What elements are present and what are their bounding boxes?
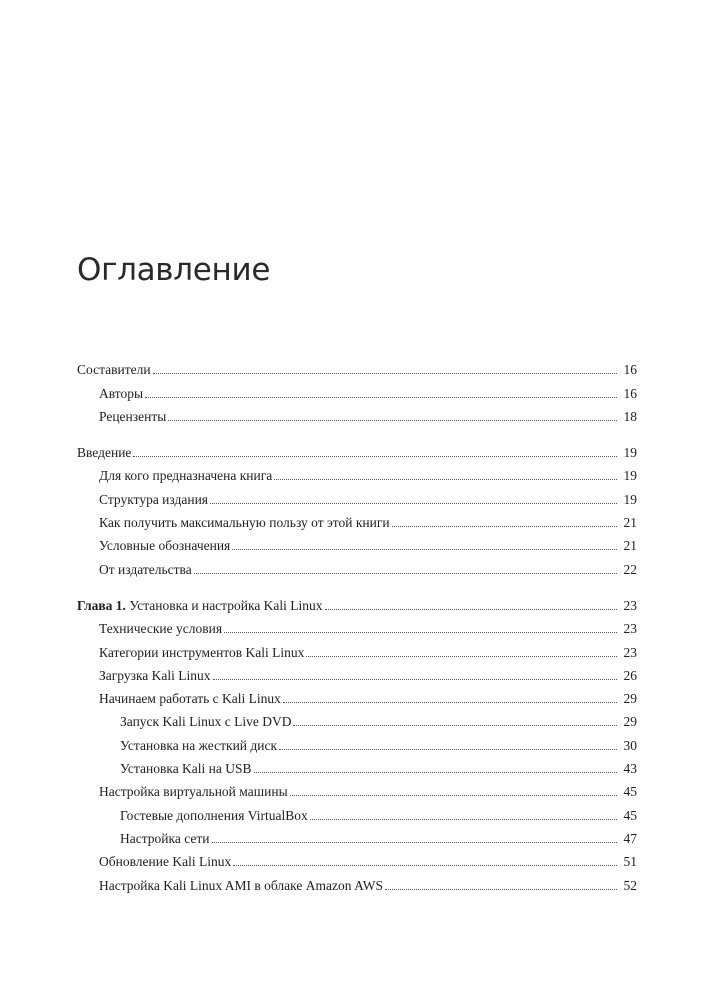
toc-entry-label	[77, 445, 131, 461]
dot-leader	[224, 632, 617, 633]
dot-leader	[283, 702, 617, 703]
dot-leader	[279, 749, 617, 750]
dot-leader	[306, 656, 617, 657]
toc-page-number: 29	[623, 691, 637, 707]
dot-leader	[133, 456, 617, 457]
toc-page-number: 26	[623, 667, 637, 683]
toc-entry-title: Как получить максимальную пользу от этой книги	[99, 515, 390, 531]
toc-page-number: 21	[623, 538, 637, 554]
dot-leader	[233, 865, 617, 866]
toc-page-number: 19	[623, 468, 637, 484]
toc-entry-title: Категории инструментов Kali Linux	[99, 644, 305, 660]
toc-page-number: 18	[623, 408, 637, 424]
toc-entry[interactable]	[77, 847, 637, 870]
toc-entry-title: Начинаем работать с Kali Linux	[99, 691, 281, 707]
dot-leader	[153, 373, 617, 374]
toc-entry[interactable]	[77, 531, 637, 554]
toc-entry-label	[99, 562, 192, 578]
toc-entry-title: Рецензенты	[99, 408, 167, 424]
dot-leader	[212, 842, 617, 843]
toc-page-number: 19	[623, 491, 637, 507]
toc-entry-title: Запуск Kali Linux с Live DVD	[120, 714, 292, 730]
toc-page-number: 30	[623, 737, 637, 753]
toc-entry[interactable]	[77, 800, 637, 823]
toc-entry-title: От издательства	[99, 561, 192, 577]
page-title: Оглавление	[77, 252, 271, 288]
toc-entry-label	[99, 691, 281, 707]
toc-page-number: 22	[623, 561, 637, 577]
toc-entry-label	[120, 808, 308, 824]
toc-entry-title: Обновление Kali Linux	[99, 854, 232, 870]
toc-entry-label	[99, 492, 208, 508]
dot-leader	[290, 795, 617, 796]
dot-leader	[310, 819, 617, 820]
toc-entry-label	[99, 854, 231, 870]
toc-entry[interactable]	[77, 378, 637, 401]
dot-leader	[210, 503, 617, 504]
dot-leader	[145, 397, 617, 398]
toc-entry-label	[99, 621, 222, 637]
toc-page-number: 23	[623, 621, 637, 637]
toc-page-number: 45	[623, 784, 637, 800]
toc-entry-title: Для кого предназначена книга	[99, 468, 273, 484]
toc-entry-label	[99, 538, 230, 554]
toc-entry[interactable]	[77, 614, 637, 637]
toc-entry-title: Авторы	[99, 385, 144, 401]
toc-section	[77, 591, 637, 894]
toc-entry[interactable]	[77, 754, 637, 777]
dot-leader	[168, 420, 617, 421]
toc-entry-label	[77, 598, 323, 614]
toc-entry-title: Составители	[77, 362, 151, 378]
toc-page-number: 16	[623, 362, 637, 378]
toc-entry[interactable]	[77, 684, 637, 707]
toc-page-number: 23	[623, 644, 637, 660]
toc-entry-title: Введение	[77, 445, 132, 461]
toc-entry-label	[99, 668, 211, 684]
toc-entry[interactable]	[77, 661, 637, 684]
toc-page-number: 47	[623, 830, 637, 846]
toc-entry-title: Настройка Kali Linux AMI в облаке Amazon AWS	[99, 877, 383, 893]
toc-entry[interactable]	[77, 870, 637, 893]
table-of-contents	[77, 355, 637, 907]
toc-entry-title: Настройка виртуальной машины	[99, 784, 288, 800]
toc-entry[interactable]	[77, 484, 637, 507]
toc-entry-label	[99, 878, 383, 894]
toc-entry[interactable]	[77, 461, 637, 484]
toc-section	[77, 355, 637, 425]
toc-entry-label	[99, 468, 272, 484]
toc-entry[interactable]	[77, 438, 637, 461]
toc-section	[77, 438, 637, 578]
dot-leader	[392, 526, 617, 527]
toc-entry[interactable]	[77, 591, 637, 614]
toc-entry-label	[120, 714, 291, 730]
toc-entry-title: Установка Kali на USB	[120, 761, 252, 777]
dot-leader	[274, 479, 617, 480]
dot-leader	[325, 609, 617, 610]
toc-entry-label	[99, 409, 166, 425]
toc-entry-title: Условные обозначения	[99, 538, 231, 554]
toc-entry[interactable]	[77, 355, 637, 378]
toc-entry-title: Установка на жесткий диск	[120, 737, 278, 753]
toc-entry[interactable]	[77, 402, 637, 425]
toc-page-number: 16	[623, 385, 637, 401]
toc-entry[interactable]	[77, 730, 637, 753]
toc-page-number: 51	[623, 854, 637, 870]
toc-entry-label	[120, 738, 277, 754]
dot-leader	[385, 889, 617, 890]
toc-page-number: 21	[623, 515, 637, 531]
toc-entry-label	[120, 831, 210, 847]
toc-entry[interactable]	[77, 637, 637, 660]
toc-entry-label	[120, 761, 252, 777]
toc-page-number: 23	[623, 597, 637, 613]
toc-entry[interactable]	[77, 554, 637, 577]
toc-entry[interactable]	[77, 707, 637, 730]
dot-leader	[213, 679, 617, 680]
toc-entry-label	[99, 515, 390, 531]
dot-leader	[254, 772, 617, 773]
toc-entry-label	[99, 645, 304, 661]
toc-entry-title: Технические условия	[99, 621, 223, 637]
toc-entry-title: Структура издания	[99, 491, 209, 507]
toc-entry-label	[99, 386, 143, 402]
toc-entry-label	[99, 784, 288, 800]
toc-page-number: 19	[623, 445, 637, 461]
chapter-number: Глава 1.	[77, 597, 126, 613]
toc-page-number: 52	[623, 877, 637, 893]
toc-page-number: 29	[623, 714, 637, 730]
toc-entry-title: Гостевые дополнения VirtualBox	[120, 807, 308, 823]
toc-page-number: 43	[623, 761, 637, 777]
dot-leader	[194, 573, 617, 574]
toc-entry[interactable]	[77, 777, 637, 800]
dot-leader	[293, 725, 617, 726]
toc-entry-label	[77, 362, 151, 378]
toc-entry-title: Настройка сети	[120, 830, 210, 846]
dot-leader	[232, 549, 617, 550]
toc-page-number: 45	[623, 807, 637, 823]
toc-entry-title: Загрузка Kali Linux	[99, 667, 211, 683]
toc-entry[interactable]	[77, 508, 637, 531]
toc-entry-title: Установка и настройка Kali Linux	[129, 597, 323, 613]
toc-entry[interactable]	[77, 824, 637, 847]
